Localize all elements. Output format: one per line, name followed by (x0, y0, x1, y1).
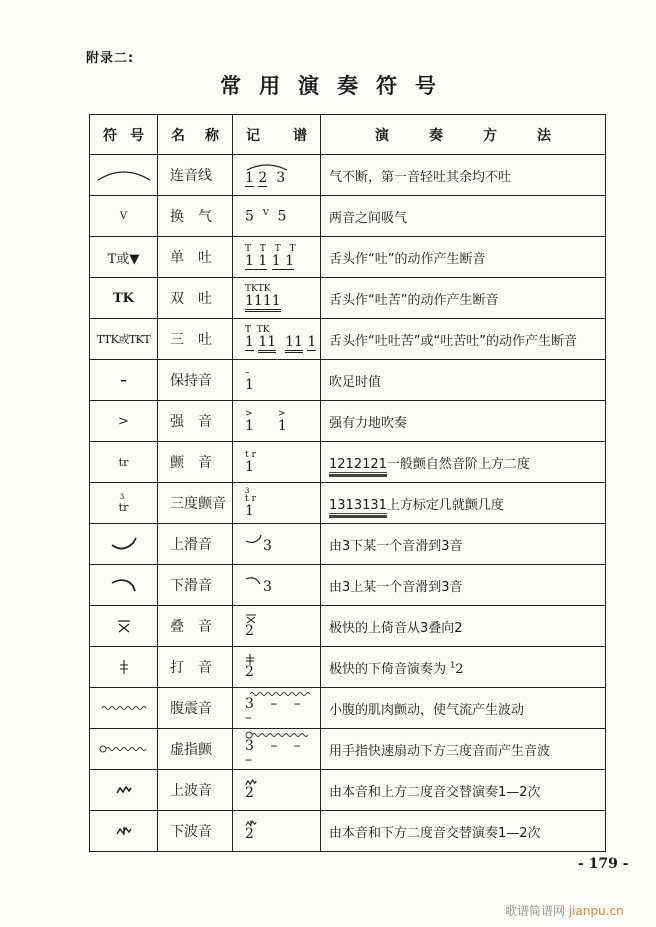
table-row: 打 音 2 极快的下倚音演奏为 $^1$2 (90, 647, 606, 688)
performance-symbols-table (89, 114, 606, 852)
table-row: 腹震音 3 – – – 小腹的肌肉颤动，使气流产生波动 (90, 688, 606, 729)
table-row: T或▼ 单 吐 T T T T 1 1 1 1 舌头作“吐”的动作产生断音 (90, 237, 606, 278)
table-row: 下滑音 3 由3上某一个音滑到3音 (90, 565, 606, 606)
title-char: 演 (298, 74, 319, 98)
wavy-line-icon (101, 705, 147, 711)
table-row: tr 颤 音 tr 1 1212121一般颤自然音阶上方二度 (90, 442, 606, 483)
table-row: 连音线 1 2 3 气不断，第一音轻吐其余均不吐 (90, 155, 606, 196)
tenuto-icon: – (90, 360, 158, 401)
table-row: 3 tr 三度颤音 3 tr 1 1313131上方标定几就颤几度 (90, 483, 606, 524)
third-trill-icon: 3 tr (90, 483, 158, 524)
stacked-note-icon (116, 619, 132, 633)
title-char: 常 (220, 74, 241, 98)
triple-tongue-symbol: TTK或TKT (90, 319, 158, 360)
lower-mordent-icon (116, 827, 132, 835)
table-row: 虚指颤 3 – – – 用手指快速扇动下方三度音而产生音波 (90, 729, 606, 770)
trill-icon: tr (90, 442, 158, 483)
table-row: 上滑音 3 由3下某一个音滑到3音 (90, 524, 606, 565)
appendix-label: 附录二: (86, 51, 135, 66)
title-char: 奏 (337, 74, 358, 98)
watermark: 歌谱简谱网 jianpu.cn (505, 904, 624, 918)
table-row: V 换 气 5 $^V$ 5 两音之间吸气 (90, 196, 606, 237)
single-tongue-symbol: T或▼ (90, 237, 158, 278)
upper-mordent-icon (116, 786, 132, 794)
circle-wavy-line-icon (99, 745, 149, 753)
header-symbol: 符 号 (90, 115, 158, 155)
double-tongue-symbol: TK (90, 278, 158, 319)
accent-icon: > (90, 401, 158, 442)
header-name: 名 称 (158, 115, 233, 155)
table-row: TTK或TKT 三 吐 T TK 1 11 11 1 舌头作“吐吐苦”或“吐苦吐”的动作产生断音 (90, 319, 606, 360)
page-number: - 179 - (578, 856, 629, 872)
strike-note-icon (118, 659, 130, 675)
breath-mark-icon: V (90, 196, 158, 237)
table-row: 上波音 2 由本音和上方二度音交替演奏1—2次 (90, 770, 606, 811)
slur-icon (96, 168, 152, 182)
table-row: > 强 音 > 1 > 1 强有力地吹奏 (90, 401, 606, 442)
title-char: 号 (415, 74, 436, 98)
table-row: TK 双 吐 TKTK 1111 舌头作“吐苦”的动作产生断音 (90, 278, 606, 319)
rising-glide-icon (245, 534, 263, 548)
page-title (0, 70, 656, 100)
title-char: 符 (376, 74, 397, 98)
falling-glide-icon (109, 576, 139, 594)
table-row: 叠 音 2 极快的上倚音从3叠向2 (90, 606, 606, 647)
header-notation: 记 谱 (233, 115, 321, 155)
table-header-row (90, 115, 606, 155)
table-row: – 保持音 – 1 吹足时值 (90, 360, 606, 401)
table-row: 下波音 2 由本音和下方二度音交替演奏1—2次 (90, 811, 606, 852)
header-method: 演 奏 方 法 (321, 115, 606, 155)
title-char: 用 (259, 74, 280, 98)
falling-glide-icon (245, 575, 263, 589)
rising-glide-icon (109, 535, 139, 553)
